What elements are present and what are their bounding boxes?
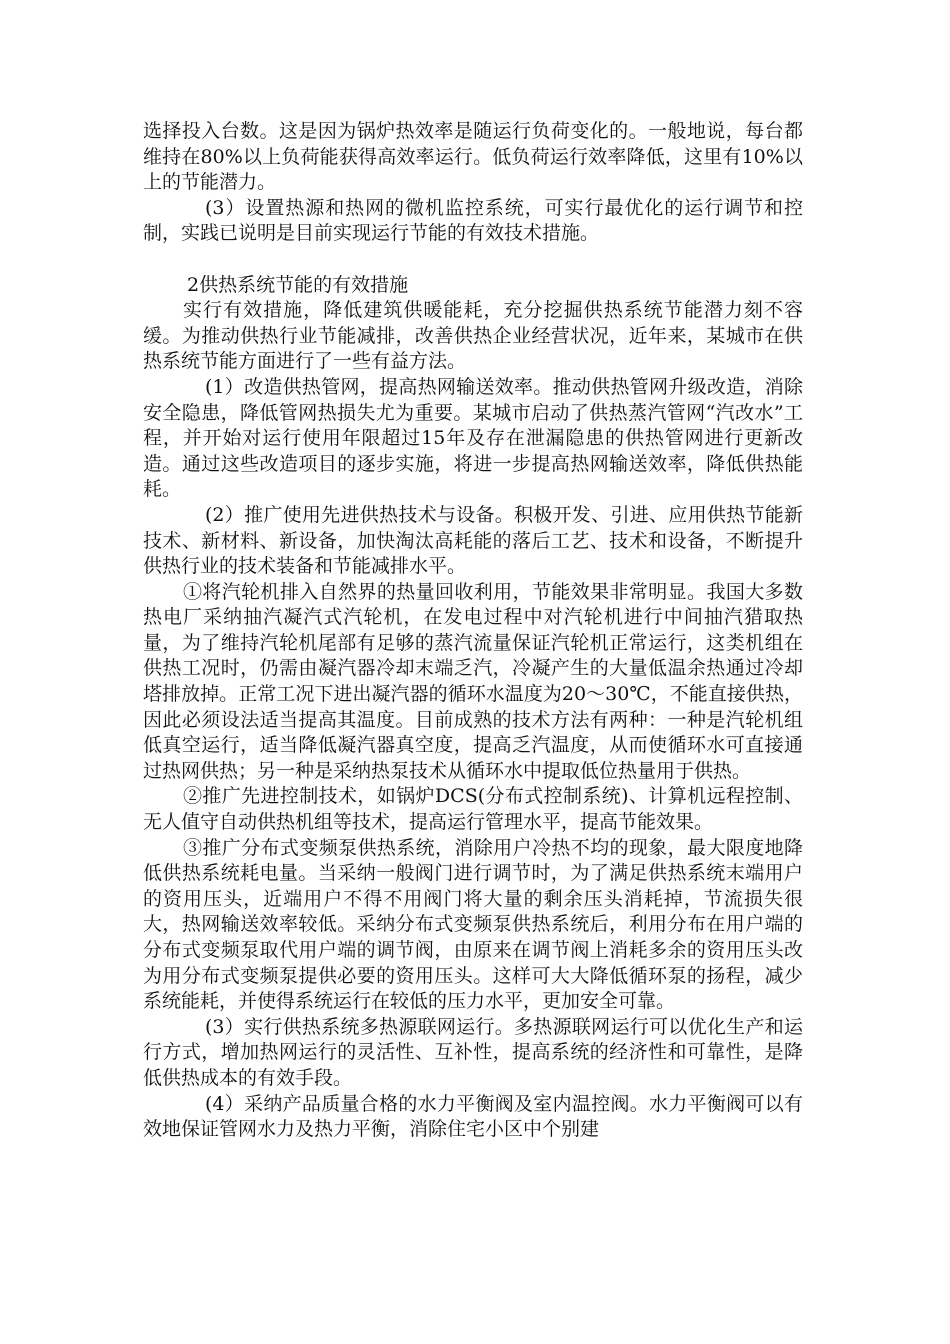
paragraph-intro: 实行有效措施，降低建筑供暖能耗，充分挖掘供热系统节能潜力刻不容缓。为推动供热行业节能减排，改善供热企业经营状况，近年来，某城市在供热系统节能方面进行了一些有益方法。 xyxy=(143,299,803,373)
section-heading: 2供热系统节能的有效措施 xyxy=(187,273,409,296)
paragraph-boiler-load: 选择投入台数。这是因为锅炉热效率是随运行负荷变化的。一般地说，每台都维持在80%以上负荷能获得高效率运行。低负荷运行效率降低，这里有10%以上的节能潜力。 xyxy=(143,120,803,194)
paragraph-pipe-network: (1）改造供热管网，提高热网输送效率。推动供热管网升级改造，消除安全隐患，降低管网热损失尤为重要。某城市启动了供热蒸汽管网“汽改水”工程，并开始对运行使用年限超过15年及存在泄漏隐患的供热管网进行更新改造。通过这些改造项目的逐步实施，将进一步提高热网输送效率，降低供热能耗。 xyxy=(143,375,803,501)
paragraph-monitoring-system: (3）设置热源和热网的微机监控系统，可实行最优化的运行调节和控制，实践已说明是目前实现运行节能的有效技术措施。 xyxy=(143,196,803,245)
paragraph-control-tech: ②推广先进控制技术，如锅炉DCS(分布式控制系统)、计算机远程控制、无人值守自动供热机组等技术，提高运行管理水平，提高节能效果。 xyxy=(143,785,803,834)
paragraph-turbine-heat: ①将汽轮机排入自然界的热量回收利用，节能效果非常明显。我国大多数热电厂采纳抽汽凝汽式汽轮机，在发电过程中对汽轮机进行中间抽汽猎取热量，为了维持汽轮机尾部有足够的蒸汽流量保证汽轮机正常运行，这类机组在供热工况时，仍需由凝汽器冷却末端乏汽，冷凝产生的大量低温余热通过冷却塔排放掉。正常工况下进出凝汽器的循环水温度为20～30℃，不能直接供热，因此必须设法适当提高其温度。目前成熟的技术方法有两种：一种是汽轮机组低真空运行，适当降低凝汽器真空度，提高乏汽温度，从而使循环水可直接通过热网供热；另一种是采纳热泵技术从循环水中提取低位热量用于供热。 xyxy=(143,580,803,782)
paragraph-advanced-tech: (2）推广使用先进供热技术与设备。积极开发、引进、应用供热节能新技术、新材料、新设备，加快淘汰高耗能的落后工艺、技术和设备，不断提升供热行业的技术装备和节能减排水平。 xyxy=(143,503,803,578)
paragraph-multi-source: (3）实行供热系统多热源联网运行。多热源联网运行可以优化生产和运行方式，增加热网运行的灵活性、互补性，提高系统的经济性和可靠性，是降低供热成本的有效手段。 xyxy=(143,1015,803,1089)
paragraph-balance-valve: (4）采纳产品质量合格的水力平衡阀及室内温控阀。水力平衡阀可以有效地保证管网水力及热力平衡，消除住宅小区中个别建 xyxy=(143,1092,803,1141)
paragraph-variable-pump: ③推广分布式变频泵供热系统，消除用户冷热不均的现象，最大限度地降低供热系统耗电量。当采纳一般阀门进行调节时，为了满足供热系统末端用户的资用压头，近端用户不得不用阀门将大量的剩余压头消耗掉，节流损失很大，热网输送效率较低。采纳分布式变频泵供热系统后，利用分布在用户端的分布式变频泵取代用户端的调节阀，由原来在调节阀上消耗多余的资用压头改为用分布式变频泵提供必要的资用压头。这样可大大降低循环泵的扬程，减少系统能耗，并使得系统运行在较低的压力水平，更加安全可靠。 xyxy=(143,836,803,1013)
document-body xyxy=(143,119,803,1143)
